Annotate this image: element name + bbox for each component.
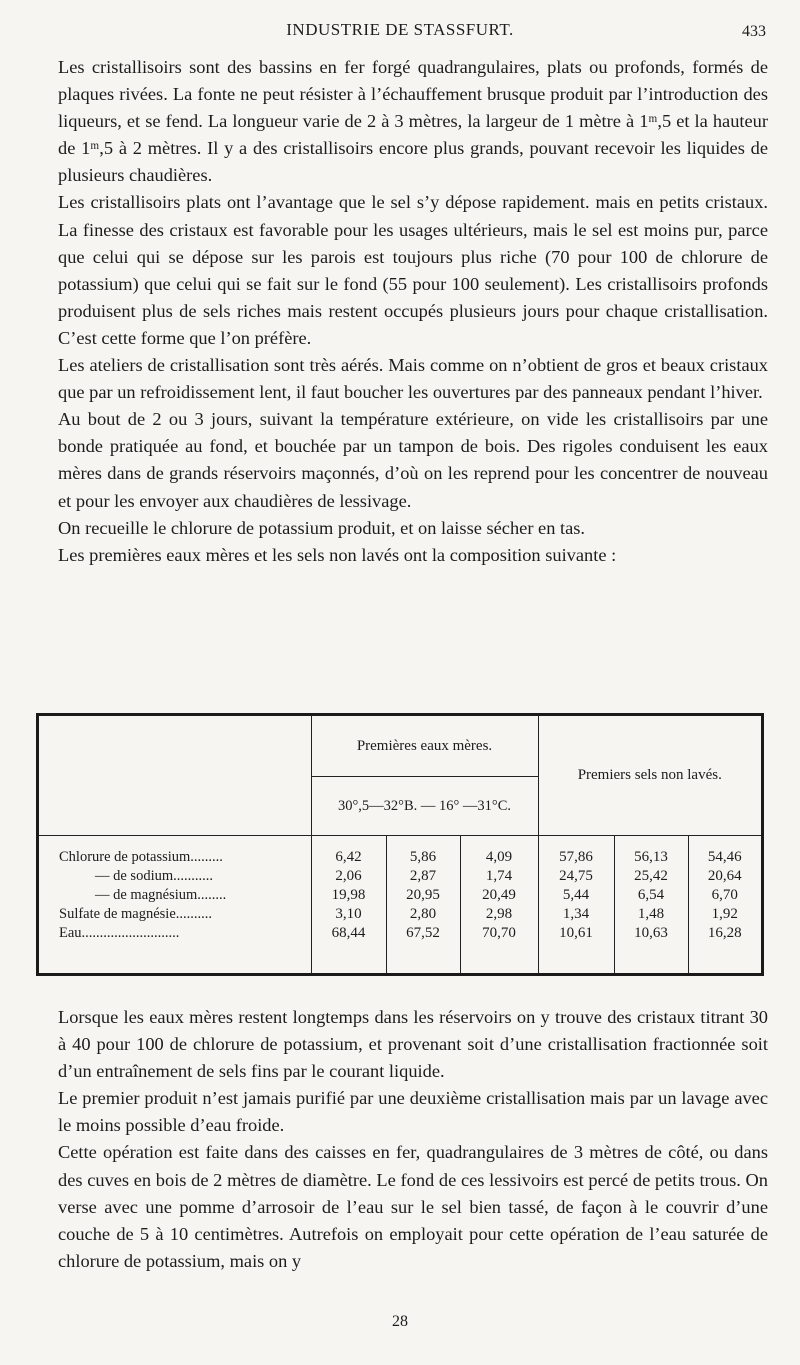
- table-cell: 10,63: [614, 924, 688, 943]
- table-cell: 20,64: [688, 867, 761, 886]
- table-row: [39, 924, 761, 943]
- table-cell: 1,92: [688, 905, 761, 924]
- paragraph: On recueille le chlorure de potassium produit, et on laisse sécher en tas.: [58, 517, 586, 538]
- table-cell: 25,42: [614, 867, 688, 886]
- table-cell: 67,52: [386, 924, 460, 943]
- spacer-cell: [538, 943, 614, 973]
- table-cell: 20,49: [460, 886, 538, 905]
- spacer-cell: [460, 943, 538, 973]
- spacer-cell: [311, 943, 386, 973]
- row-label: Sulfate de magnésie..........: [59, 906, 213, 922]
- paragraph: Les ateliers de cristallisation sont très aérés. Mais comme on n’obtient de gros et beaux cristaux que par un refroidissement lent, il faut boucher les ouvertures par des panneaux pendant l’hiver.: [58, 355, 768, 403]
- table-cell: 57,86: [538, 836, 614, 868]
- header-sels-non-laves: Premiers sels non lavés.: [538, 716, 761, 836]
- table-cell: 5,86: [386, 836, 460, 868]
- table-cell: 10,61: [538, 924, 614, 943]
- row-label: Eau...........................: [59, 925, 180, 941]
- signature-mark: 28: [392, 1313, 408, 1330]
- table-cell: 24,75: [538, 867, 614, 886]
- table-row: [39, 867, 761, 886]
- paragraph: Les cristallisoirs plats ont l’avantage que le sel s’y dépose rapidement. mais en petits cristaux. La finesse des cristaux est favorable pour les usages ultérieurs, mais le sel est moins pur, parce que celui qui se dépose sur les parois est toujours plus riche (70 pour 100 de chlorure de potassium) que celui qui se fait sur le fond (55 pour 100 seulement). Les cristallisoirs profonds produisent plus de sels riches mais restent occupés plusieurs jours pour chaque cristallisation. C’est cette forme que l’on préfère.: [58, 192, 768, 348]
- table-cell: 54,46: [688, 836, 761, 868]
- table-row: [39, 836, 761, 868]
- header-temperatures: 30°,5—32°B. — 16° —31°C.: [311, 777, 538, 836]
- table-cell: 19,98: [311, 886, 386, 905]
- table-body: [39, 836, 761, 974]
- table-cell: 16,28: [688, 924, 761, 943]
- table-cell: 3,10: [311, 905, 386, 924]
- table-cell: 6,70: [688, 886, 761, 905]
- table-spacer-row: [39, 943, 761, 973]
- composition-table: [39, 716, 761, 973]
- table-cell: 6,54: [614, 886, 688, 905]
- spacer-cell: [688, 943, 761, 973]
- paragraph: Les premières eaux mères et les sels non lavés ont la composition suivante :: [58, 544, 617, 565]
- table-cell: 20,95: [386, 886, 460, 905]
- row-label: Chlorure de potassium.........: [59, 849, 223, 865]
- paragraph: Lorsque les eaux mères restent longtemps dans les réservoirs on y trouve des cristaux titrant 30 à 40 pour 100 de chlorure de potassium, et provenant soit d’une cristallisation fractionnée soit d’un entraînement de sels fins par le courant liquide.: [58, 1007, 768, 1082]
- paragraph: Au bout de 2 ou 3 jours, suivant la température extérieure, on vide les cristallisoirs par une bonde pratiquée au fond, et bouchée par un tampon de bois. Des rigoles conduisent les eaux mères dans de grands réservoirs maçonnés, d’où on les reprend pour les concentrer de nouveau et pour les envoyer aux chaudières de lessivage.: [58, 409, 768, 511]
- row-label: — de sodium...........: [95, 868, 214, 884]
- spacer-cell: [614, 943, 688, 973]
- table-cell: 68,44: [311, 924, 386, 943]
- table-cell: 4,09: [460, 836, 538, 868]
- table-row: [39, 905, 761, 924]
- table-cell: 6,42: [311, 836, 386, 868]
- paragraph: Le premier produit n’est jamais purifié par une deuxième cristallisation mais par un lavage avec le moins possible d’eau froide.: [58, 1088, 768, 1136]
- page-number: 433: [742, 23, 766, 40]
- paragraph: Les cristallisoirs sont des bassins en fer forgé quadrangulaires, plats ou profonds, formés de plaques rivées. La fonte ne peut résister à l’échauffement brusque produit par l’introduction des liqueurs, et se fend. La longueur varie de 2 à 3 mètres, la largeur de 1 mètre à 1ᵐ,5 et la hauteur de 1ᵐ,5 à 2 mètres. Il y a des cristallisoirs encore plus grands, pouvant recevoir les liquides de plusieurs chaudières.: [58, 57, 768, 186]
- table-cell: 1,48: [614, 905, 688, 924]
- table-cell: 1,74: [460, 867, 538, 886]
- spacer-cell: [386, 943, 460, 973]
- row-label: — de magnésium........: [95, 887, 227, 903]
- page-header: [0, 14, 800, 44]
- header-eaux-meres: Premières eaux mères.: [311, 716, 538, 777]
- table-corner: [39, 716, 311, 836]
- table-cell: 1,34: [538, 905, 614, 924]
- table-cell: 2,98: [460, 905, 538, 924]
- table-row: [39, 886, 761, 905]
- table-cell: 2,06: [311, 867, 386, 886]
- table-cell: 2,87: [386, 867, 460, 886]
- running-title: INDUSTRIE DE STASSFURT.: [286, 20, 514, 39]
- body-text-top: [58, 54, 768, 569]
- table-cell: 5,44: [538, 886, 614, 905]
- table-cell: 2,80: [386, 905, 460, 924]
- table-cell: 56,13: [614, 836, 688, 868]
- spacer-cell: [39, 943, 311, 973]
- body-text-bottom: [58, 1004, 768, 1275]
- paragraph: Cette opération est faite dans des caisses en fer, quadrangulaires de 3 mètres de côté, ou dans des cuves en bois de 2 mètres de diamètre. Le fond de ces lessivoirs est percé de petits trous. On verse avec une pomme d’arrosoir de l’eau sur le sel bien tassé, de façon à le couvrir d’une couche de 5 à 10 centimètres. Autrefois on employait pour cette opération de l’eau saturée de chlorure de potassium, mais on y: [58, 1142, 768, 1271]
- table-cell: 70,70: [460, 924, 538, 943]
- composition-table-frame: [36, 713, 764, 976]
